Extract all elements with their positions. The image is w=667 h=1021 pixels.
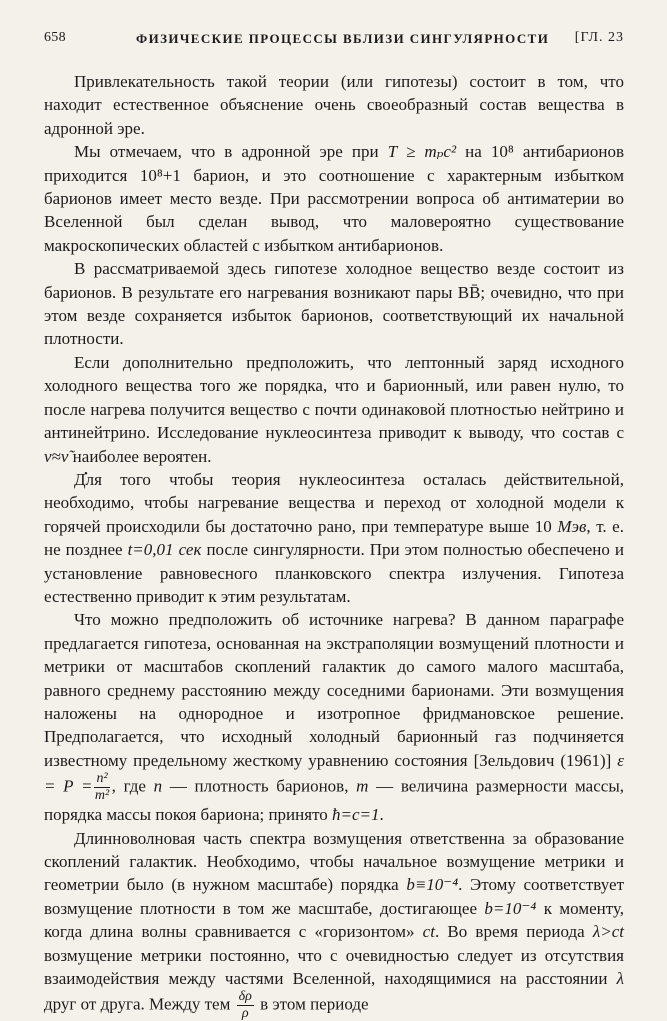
paragraph-2-text-a: Мы отмечаем, что в адронной эре при [74,142,388,162]
formula-time: t=0,01 [127,540,174,560]
page-header [44,30,624,52]
paragraph-5 [44,468,624,608]
fraction-numerator: n² [96,771,108,787]
unit-sec: сек [178,540,202,560]
paragraph-7-text-b: . Этому соответствует возмущение плотности в том же масштабе, достигающее [44,875,624,918]
paragraph-6-text-c: — плотность барионов, [162,776,357,796]
formula-lambda-ct: λ>ct [592,922,624,942]
fraction-denominator: ρ [241,1006,249,1021]
paragraph-5-text-a: Для того чтобы теория нуклеосинтеза осталась действительной, необходимо, чтобы нагревание вещества и переход от холодной модели к горячей происходили бы достаточно рано, при температуре выше 10 [44,469,624,536]
fraction-n2-m2 [94,772,109,803]
paragraph-6-text-d: — величина размерности массы, порядка массы покоя бариона; принято [44,776,624,825]
paragraph-4-text-b: наиболее вероятен. [68,446,212,466]
paragraph-7-text-e: возмущение метрики постоянно, что с очевидностью следует из отсутствия взаимодействия между частями Вселенной, находящимися на расстоянии [44,945,624,989]
main-text [44,70,624,1021]
paragraph-7-text-f: друг от друга. Между тем [44,994,235,1014]
formula-state-lhs: ε = P = [44,750,624,796]
paragraph-4-text-a: Если дополнительно предположить, что лептонный заряд исходного холодного вещества того же порядка, что и барионный, или равен нулю, то после нагрева получится вещество с почти одинаковой плотностью нейтрино и антинейтрино. Исследование нуклеосинтеза приводит к выводу, что состав с [44,352,624,443]
variable-n: n [153,776,163,796]
paragraph-5-text-d: после сингулярности. При этом полностью обеспечено и установление равновесного планковского спектра излучения. Гипотеза естественно приводит к этим результатам. [44,540,624,606]
paragraph-2 [44,140,624,257]
paragraph-6-text-b: , где [111,776,154,796]
chapter-label: [ГЛ. 23 [574,30,624,45]
paragraph-4 [44,351,624,468]
unit-mev: Мэв [557,516,587,536]
formula-neutrino: ν≈ν̃ [44,446,69,466]
formula-b-value: b=10⁻⁴ [484,898,537,918]
formula-lambda: λ [616,969,624,989]
paragraph-2-text-b: на 10⁸ антибарионов приходится 10⁸+1 барион, и это соотношение с характерным избытком барионов имеет место везде. При рассмотрении вопроса об антиматерии во Вселенной был сделан вывод, что маловероятно существование макроскопических областей с избытком антибарионов. [44,142,624,255]
running-title: ФИЗИЧЕСКИЕ ПРОЦЕССЫ ВБЛИЗИ СИНГУЛЯРНОСТИ [136,31,550,46]
fraction-numerator: δρ [238,989,252,1005]
paragraph-7-text-g: в этом периоде [255,994,369,1014]
formula-b-order: b≡10⁻⁴ [406,875,459,895]
formula-ct: ct [422,922,435,942]
fraction-delta-rho [237,990,254,1021]
paragraph-1: Привлекательность такой теории (или гипотезы) состоит в том, что находит естественное объяснение очень своеобразный состав вещества в адронной эре. [44,72,624,138]
paragraph-6 [44,608,624,826]
paragraph-6-text-e: . [379,805,384,825]
paragraph-3: В рассматриваемой здесь гипотезе холодное вещество везде состоит из барионов. В результате его нагревания возникают пары BB̄; очевидно, что при этом везде сохраняется избыток барионов, соответствующий их начальной плотности. [44,259,624,349]
paragraph-7-text-c: к моменту, когда длина волны сравнивается с «горизонтом» [44,898,624,942]
paragraph-5-text-b: , т. е. не позднее [44,516,624,560]
page-number: 658 [44,30,66,45]
fraction-denominator: m² [94,788,110,804]
paragraph-6-text-a: Что можно предположить об источнике нагрева? В данном параграфе предлагается гипотеза, основанная на экстраполяции возмущений плотности и метрики от масштабов скоплений галактик до самого малого масштаба, равного среднему расстоянию между соседними барионами. Эти возмущения наложены на однородное и изотропное фридмановское решение. Предполагается, что исходный холодный барионный газ подчиняется известному предельному жесткому уравнению состояния [Зельдович (1961)] [44,610,624,770]
paragraph-7-text-d: . Во время периода [434,922,593,942]
formula-units: ħ=c=1 [332,805,380,825]
paragraph-7 [44,827,624,1021]
formula-temperature: T ≥ mₚc² [387,142,457,162]
variable-m: m [356,776,369,796]
paragraph-7-text-a: Длинноволновая часть спектра возмущения ответственна за образование скоплений галактик. Необходимо, чтобы начальное возмущение метрики и геометрии было (в нужном масштабе) порядка [44,828,624,895]
